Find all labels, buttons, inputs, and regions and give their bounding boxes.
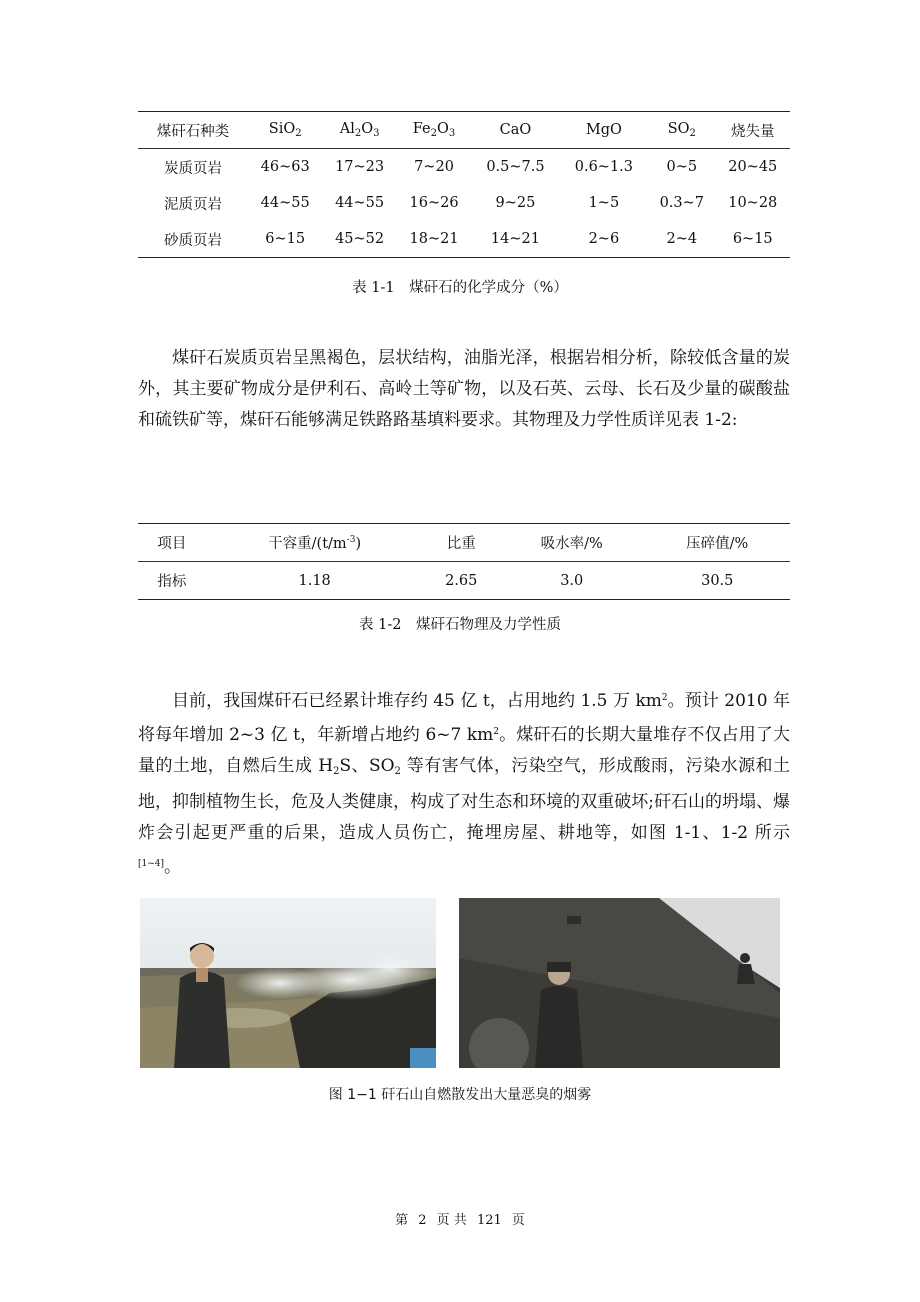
table-cell: 30.5 bbox=[701, 572, 734, 589]
table-row bbox=[138, 562, 790, 600]
table-cell: 20~45 bbox=[728, 159, 778, 175]
table-row bbox=[138, 149, 790, 186]
table-cell: 14~21 bbox=[490, 231, 540, 247]
table-cell: 16~26 bbox=[409, 195, 459, 211]
table-cell: 0~5 bbox=[666, 159, 698, 175]
table-cell: 0.3~7 bbox=[659, 195, 705, 211]
table-cell: 炭质页岩 bbox=[163, 160, 222, 177]
header-cell: 烧失量 bbox=[731, 123, 775, 140]
table-cell: 17~23 bbox=[335, 159, 385, 175]
page-number: 2 bbox=[418, 1213, 427, 1228]
header-cell: MgO bbox=[585, 122, 622, 138]
table-cell: 泥质页岩 bbox=[163, 196, 222, 213]
physical-properties-table bbox=[138, 523, 790, 600]
table2-caption: 表 1-2 煤矸石物理及力学性质 bbox=[359, 617, 561, 633]
header-cell: SiO$_2$ bbox=[268, 121, 302, 139]
footer-label: 页 bbox=[511, 1213, 525, 1228]
table-cell: 2~6 bbox=[588, 231, 620, 247]
header-cell: 干容重$/(t/m^{-3})$ bbox=[268, 535, 362, 552]
table-cell: 指标 bbox=[157, 574, 187, 590]
table-cell: 44~55 bbox=[335, 195, 385, 211]
chemical-composition-table bbox=[138, 111, 790, 258]
body-paragraph: 煤矸石炭质页岩呈黑褐色，层状结构，油脂光泽，根据岩相分析，除较低含量的炭外，其主要矿物成分是伊利石、高岭土等矿物，以及石英、云母、长石及少量的碳酸盐和硫铁矿等，煤矸石能够满足铁路路基填料要求。其物理及力学性质详见表 1-2: bbox=[138, 348, 790, 430]
header-cell: $SO_2$ bbox=[667, 121, 696, 139]
header-cell: 吸水率/% bbox=[540, 536, 603, 552]
table-cell: 7~20 bbox=[414, 159, 454, 175]
table-cell: 2~4 bbox=[666, 231, 698, 247]
page-footer bbox=[0, 1209, 920, 1228]
header-cell: 比重 bbox=[446, 536, 476, 552]
table-cell: 1.18 bbox=[298, 572, 331, 589]
footer-label: 第 bbox=[395, 1213, 409, 1228]
smoking-gangue-hill-photo-right bbox=[459, 898, 780, 1068]
header-cell: $Fe_2O_3$ bbox=[412, 121, 456, 139]
table-row bbox=[138, 185, 790, 221]
table-cell: 0.5~7.5 bbox=[486, 159, 545, 175]
table1-caption: 表 1-1 煤矸石的化学成分（%） bbox=[352, 280, 568, 296]
table-cell: 6~15 bbox=[732, 231, 773, 247]
header-cell: 项目 bbox=[157, 536, 187, 552]
table-cell: 2.65 bbox=[445, 572, 478, 589]
table-cell: 18~21 bbox=[409, 231, 459, 247]
table-header-row bbox=[138, 524, 790, 562]
table-cell: 3.0 bbox=[560, 572, 584, 589]
table-row bbox=[138, 221, 790, 258]
total-pages: 121 bbox=[476, 1213, 502, 1228]
table-cell: 45~52 bbox=[335, 231, 385, 247]
figure1-caption: 图 1−1 矸石山自燃散发出大量恶臭的烟雾 bbox=[328, 1087, 592, 1103]
smoking-gangue-hill-photo-left bbox=[140, 898, 436, 1068]
table-cell: 9~25 bbox=[495, 195, 536, 211]
footer-label: 页 共 bbox=[436, 1213, 467, 1228]
table-cell: 6~15 bbox=[265, 231, 306, 247]
body-paragraph: 目前，我国煤矸石已经累计堆存约 45 亿 t，占用地约 1.5 万 $km^2$。预计 2010 年将每年增加 2~3 亿 t，年新增占地约 6~7 $km^2$。煤矸石的长期大量堆存不仅占用了大量的土地，自燃后生成 $H_2S$、$SO_2$ 等有害气体，污染空气，形成酸雨，污染水源和土地，抑制植物生长，危及人类健康，构成了对生态和环境的双重破坏;矸石山的坍塌、爆炸会引起更严重的后果，造成人员伤亡，掩埋房屋、耕地等，如图 1-1、1-2 所示[1~4]。 bbox=[138, 691, 790, 877]
header-cell: 煤矸石种类 bbox=[156, 123, 230, 140]
header-cell: 压碎值/% bbox=[686, 536, 749, 552]
header-cell: $Al_2O_3$ bbox=[339, 121, 380, 139]
header-cell: CaO bbox=[499, 122, 532, 138]
table-cell: 1~5 bbox=[588, 195, 620, 211]
table-header-row bbox=[138, 112, 790, 149]
table-cell: 44~55 bbox=[260, 195, 310, 211]
table-cell: 砂质页岩 bbox=[163, 232, 222, 249]
table-cell: 0.6~1.3 bbox=[574, 159, 634, 175]
table-cell: 10~28 bbox=[728, 195, 778, 211]
table-cell: 46~63 bbox=[260, 159, 310, 175]
